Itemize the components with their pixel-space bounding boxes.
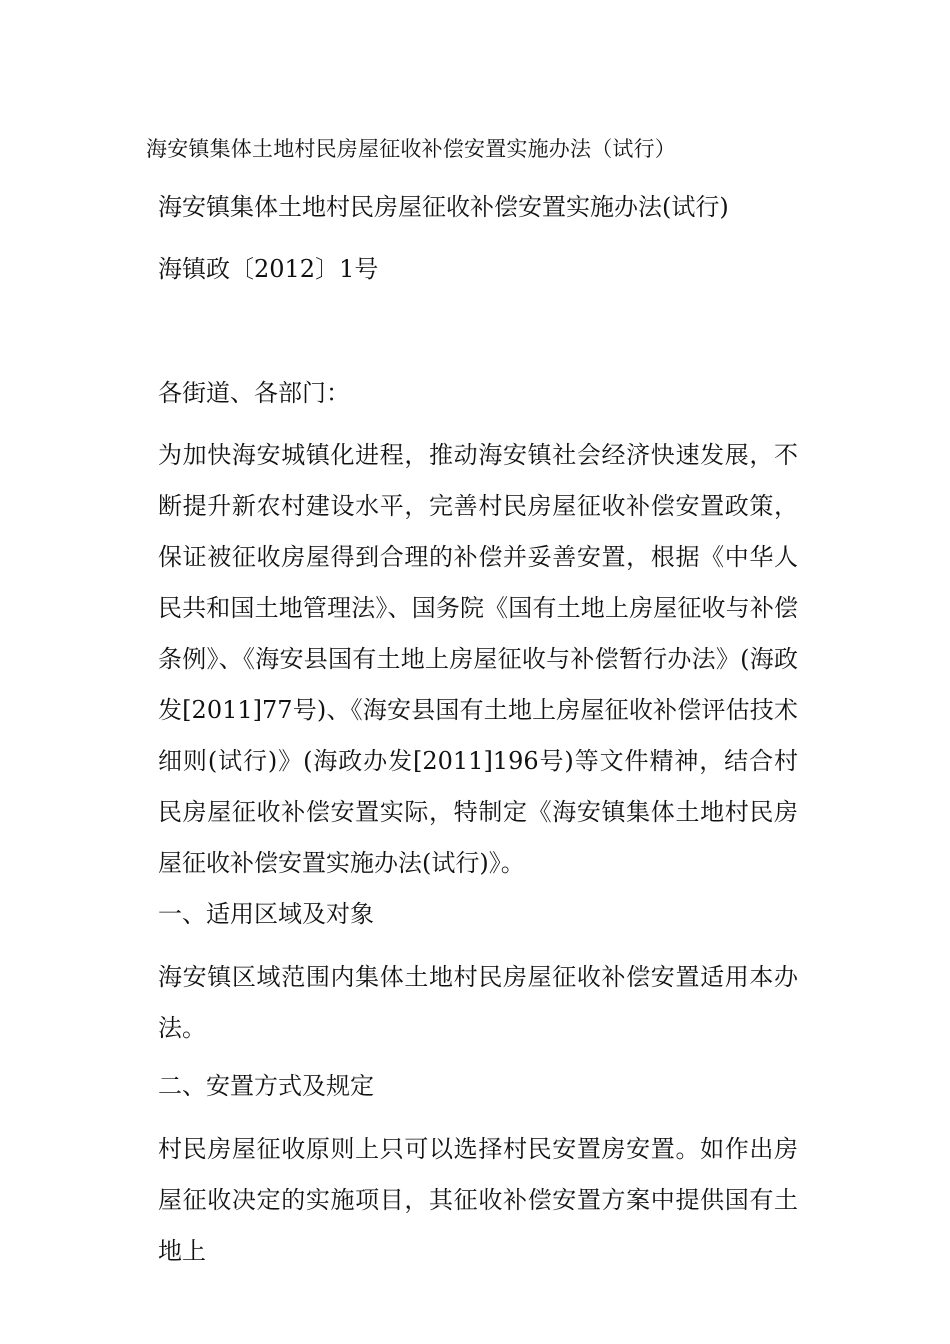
header-title: 海安镇集体土地村民房屋征收补偿安置实施办法（试行） [146, 137, 676, 161]
intro-paragraph: 为加快海安城镇化进程，推动海安镇社会经济快速发展，不断提升新农村建设水平，完善村民房屋征收补偿安置政策，保证被征收房屋得到合理的补偿并妥善安置，根据《中华人民共和国土地管理法》、国务院《国有土地上房屋征收与补偿条例》、《海安县国有土地上房屋征收与补偿暂行办法》(海政发[2011]77号)、《海安县国有土地上房屋征收补偿评估技术细则(试行)》(海政办发[2011]196号)等文件精神，结合村民房屋征收补偿安置实际，特制定《海安镇集体土地村民房屋征收补偿安置实施办法(试行)》。 [158, 441, 798, 877]
document-title: 海安镇集体土地村民房屋征收补偿安置实施办法(试行) [158, 193, 729, 221]
document-number: 海镇政〔2012〕1号 [158, 255, 379, 283]
section-2-heading: 二、安置方式及规定 [158, 1072, 374, 1100]
section-1-heading: 一、适用区域及对象 [158, 900, 374, 928]
section-1-paragraph: 海安镇区域范围内集体土地村民房屋征收补偿安置适用本办法。 [158, 963, 798, 1042]
salutation: 各街道、各部门： [158, 379, 350, 407]
section-2-paragraph: 村民房屋征收原则上只可以选择村民安置房安置。如作出房屋征收决定的实施项目，其征收补偿安置方案中提供国有土地上 [158, 1135, 798, 1265]
